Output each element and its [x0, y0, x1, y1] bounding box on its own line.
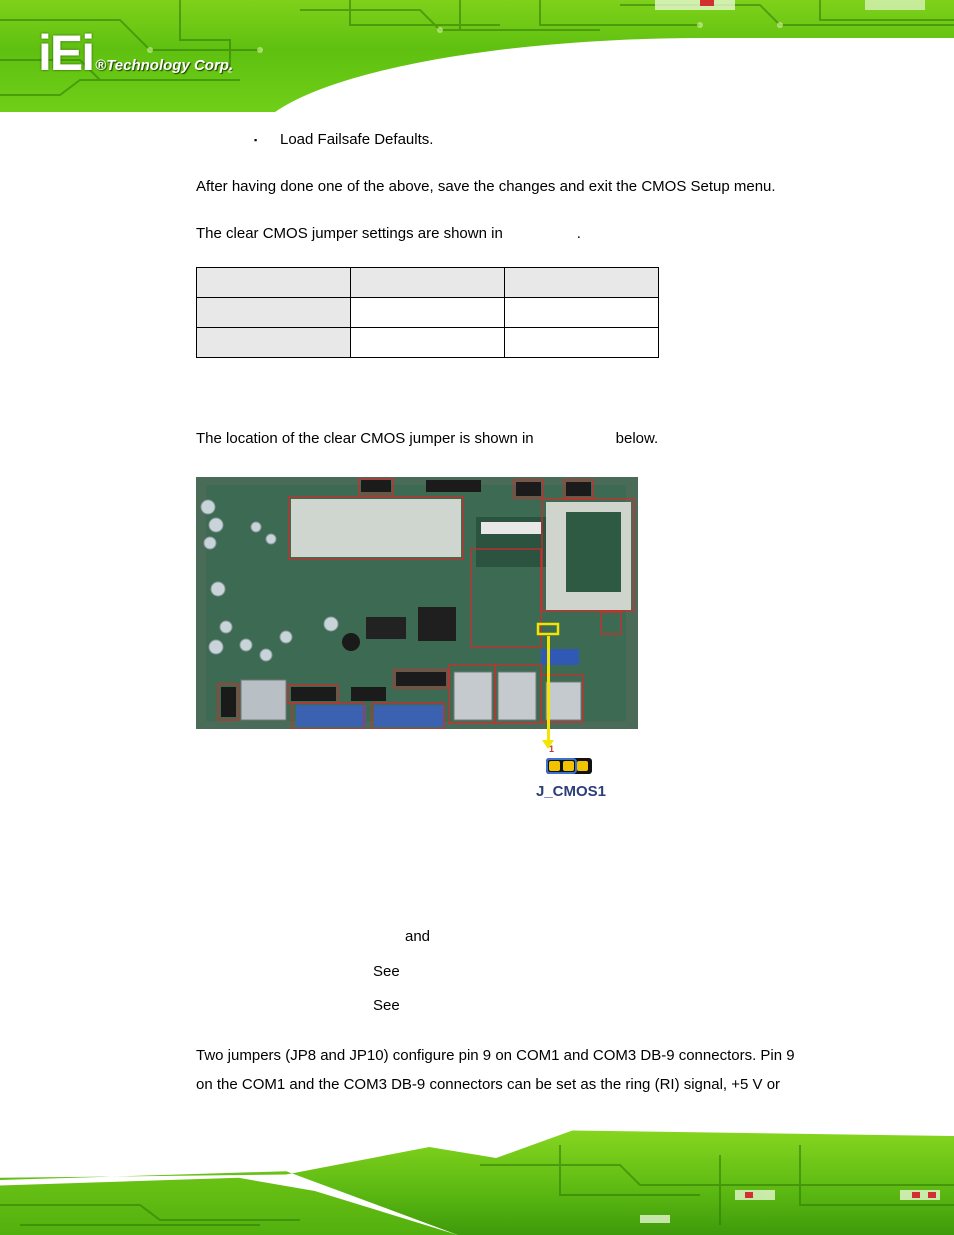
- table-header-row: [197, 268, 659, 298]
- paragraph-jumper-location: [196, 430, 658, 448]
- logo-text: ®Technology Corp.: [95, 57, 234, 74]
- bullet-item: Load Failsafe Defaults.: [280, 131, 434, 148]
- paragraph-text: The clear CMOS jumper settings are shown in: [196, 225, 503, 242]
- table-cell: [505, 298, 659, 328]
- jumper-settings-table: [196, 267, 659, 358]
- company-logo: [38, 25, 234, 81]
- bullet-icon: ▪: [254, 135, 258, 145]
- paragraph-com-jumpers-line1: Two jumpers (JP8 and JP10) configure pin 9 on COM1 and COM3 DB-9 connectors. Pin 9: [196, 1047, 795, 1064]
- table-row: [197, 298, 659, 328]
- table-header-cell: [505, 268, 659, 298]
- table-cell: [197, 328, 351, 358]
- pin-1-label: 1: [549, 744, 555, 754]
- paragraph-save-exit: After having done one of the above, save the changes and exit the CMOS Setup menu.: [196, 178, 776, 195]
- table-header-cell: [197, 268, 351, 298]
- circuit-pattern-footer: [0, 1125, 954, 1235]
- paragraph-jumper-settings: [196, 225, 581, 243]
- logo-mark: iEi: [38, 25, 94, 81]
- paragraph-text-end: below.: [615, 430, 659, 447]
- paragraph-text: The location of the clear CMOS jumper is shown in: [196, 430, 534, 447]
- text-fragment-and: and: [405, 928, 431, 945]
- table-header-cell: [351, 268, 505, 298]
- page-footer-banner: [0, 1125, 954, 1235]
- motherboard-photo: [196, 477, 638, 729]
- table-cell: [351, 328, 505, 358]
- table-cell: [197, 298, 351, 328]
- jumper-label: J_CMOS1: [536, 783, 607, 800]
- page-header-banner: [0, 0, 954, 112]
- text-fragment-see: See: [373, 997, 400, 1014]
- jumper-icon: [546, 758, 592, 774]
- paragraph-text-end: .: [576, 225, 581, 242]
- text-fragment-see: See: [373, 963, 400, 980]
- table-cell: [505, 328, 659, 358]
- table-cell: [351, 298, 505, 328]
- motherboard-illustration: [196, 477, 638, 729]
- callout-line: [547, 636, 550, 744]
- table-row: [197, 328, 659, 358]
- paragraph-com-jumpers-line2: on the COM1 and the COM3 DB-9 connectors can be set as the ring (RI) signal, +5 V or: [196, 1076, 781, 1093]
